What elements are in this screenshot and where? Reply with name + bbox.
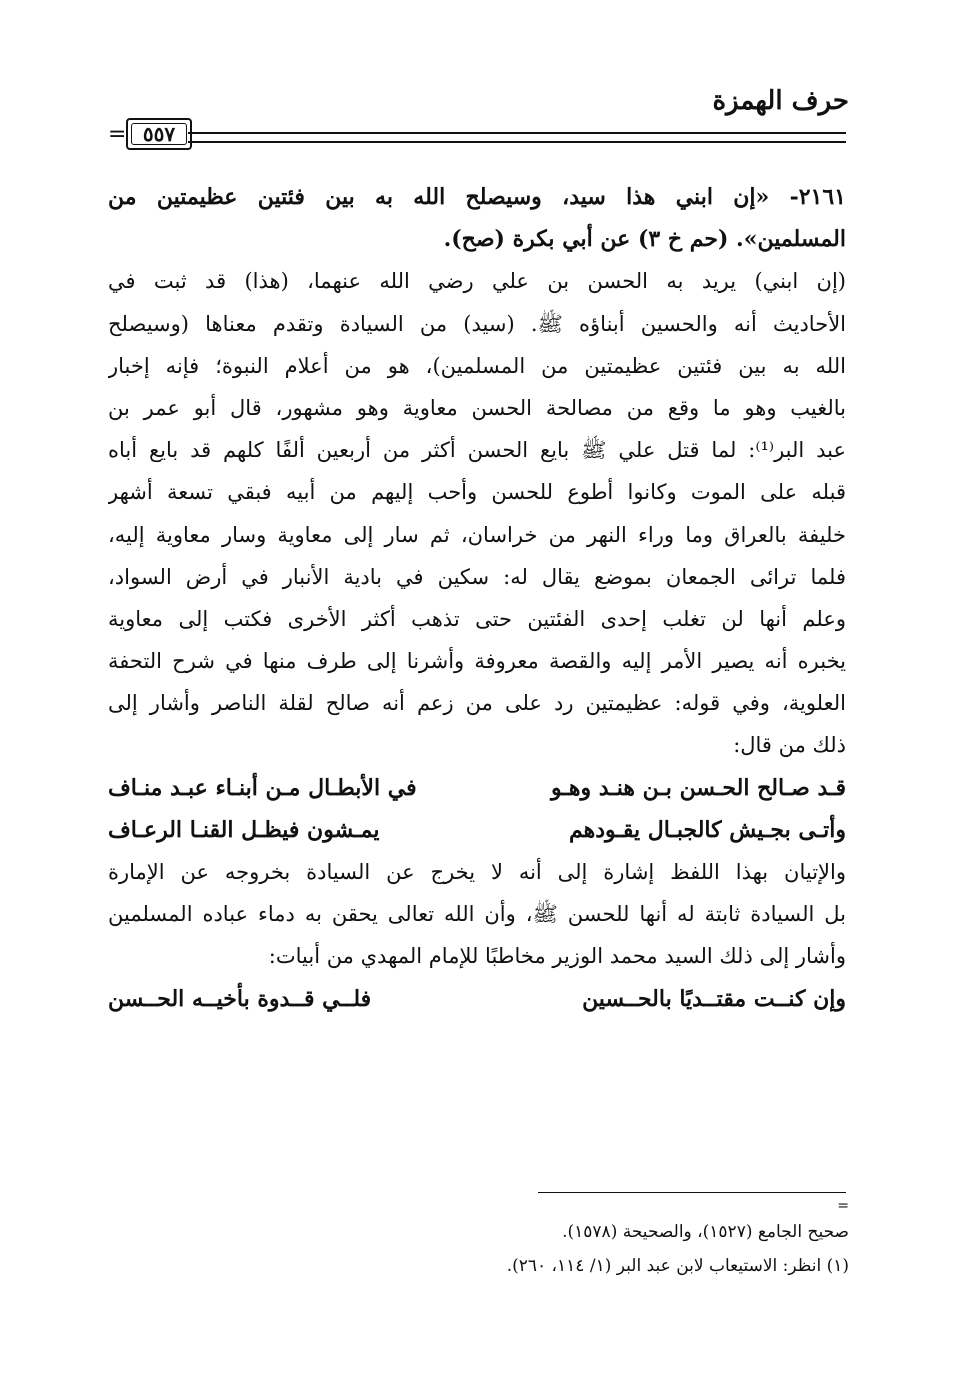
page-number-box xyxy=(126,118,192,150)
verse-first-hemistich: وإن كنــت مقتــديًا بالحــسين xyxy=(582,985,846,1012)
verse-first-hemistich: وأتـى بجـيش كالجبـال يقـودهم xyxy=(568,816,846,843)
commentary-line: بل السيادة ثابتة له أنها للحسن ﷺ، وأن الله تعالى يحقن به دماء عباده المسلمين xyxy=(108,902,846,927)
verse-second-hemistich: يمـشون فيظـل القنـا الرعـاف xyxy=(108,816,380,843)
footnote-separator xyxy=(538,1192,846,1193)
commentary-line: الأحاديث أنه والحسين أبناؤه ﷺ. (سيد) من السيادة وتقدم معناها (وسيصلح xyxy=(108,311,846,336)
verse-second-hemistich: في الأبطـال مـن أبنـاء عبـد منـاف xyxy=(108,774,417,801)
commentary-line: والإتيان بهذا اللفظ إشارة إلى أنه لا يخرج عن السيادة بخروجه عن الإمارة xyxy=(108,860,846,884)
hadith-line: ٢١٦١- «إن ابني هذا سيد، وسيصلح الله به بين فئتين عظيمتين من xyxy=(108,184,846,210)
chapter-title: حرف الهمزة xyxy=(712,86,849,116)
hadith-line: المسلمين». (حم خ ٣) عن أبي بكرة (صح). xyxy=(443,226,846,253)
commentary-line: الله به بين فئتين عظيمتين من المسلمين)، هو من أعلام النبوة؛ فإنه إخبار xyxy=(108,353,846,378)
commentary-line: وعلم أنها لن تغلب إحدى الفئتين حتى تذهب أكثر الأخرى فكتب إلى معاوية xyxy=(108,606,846,631)
footnote: (١) انظر: الاستيعاب لابن عبد البر (١/ ١١٤، ٢٦٠). xyxy=(506,1256,849,1276)
commentary-line: وأشار إلى ذلك السيد محمد الوزير مخاطبًا للإمام المهدي من أبيات: xyxy=(268,944,846,969)
verse-second-hemistich: فلــي قــدوة بأخيــه الحــسن xyxy=(108,985,372,1012)
commentary-line: يخبره أنه يصير الأمر إليه والقصة معروفة وأشرنا إلى طرف منها في شرح التحفة xyxy=(108,649,846,674)
commentary-line: العلوية، وفي قوله: عظيمتين رد على من زعم أنه صالح لقلة الناصر وأشار إلى xyxy=(108,691,846,716)
commentary-line: بالغيب وهو ما وقع من مصالحة الحسن معاوية وهو مشهور، قال أبو عمر بن xyxy=(108,395,846,420)
double-rule xyxy=(188,132,846,143)
poem-verse xyxy=(108,809,846,851)
verse-first-hemistich: قـد صـالح الحـسن بـن هنـد وهـو xyxy=(551,774,846,801)
commentary-line: ذلك من قال: xyxy=(733,733,846,758)
commentary-line: عبد البر⁽¹⁾: لما قتل علي ﷺ بايع الحسن أكثر من أربعين ألفًا كلهم قد بايع أباه xyxy=(108,438,846,463)
header-rule xyxy=(108,118,846,150)
footnote-continuation-mark: = xyxy=(837,1198,849,1214)
page-number: ٥٥٧ xyxy=(131,123,187,145)
footnote: صحيح الجامع (١٥٢٧)، والصحيحة (١٥٧٨). xyxy=(562,1222,849,1242)
commentary-line: قبله على الموت وكانوا أطوع للحسن وأحب إليهم من أبيه فبقي تسعة أشهر xyxy=(108,480,846,505)
poem-verse xyxy=(108,978,846,1020)
commentary-line: خليفة بالعراق وما وراء النهر من خراسان، ثم سار إلى معاوية وسار معاوية إليه، xyxy=(108,522,846,547)
continuation-mark: = xyxy=(108,122,127,147)
main-text xyxy=(108,176,846,1020)
poem-verse xyxy=(108,767,846,809)
commentary-line: (إن ابني) يريد به الحسن بن علي رضي الله عنهما، (هذا) قد ثبت في xyxy=(108,269,846,294)
commentary-line: فلما ترائى الجمعان بموضع يقال له: سكين في بادية الأنبار في أرض السواد، xyxy=(108,564,846,589)
